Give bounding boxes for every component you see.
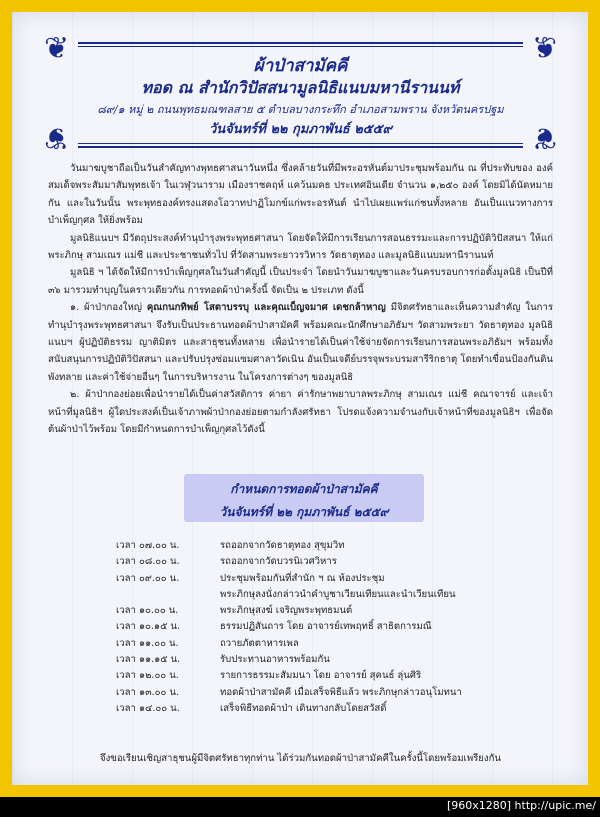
paragraph-3: มูลนิธิ ฯ ได้จัดให้มีการบำเพ็ญกุศลในวันสำคัญนี้ เป็นประจำ โดยนำวันมาฆบูชาและวันครบรอบการก่อตั้งมูลนิธิ เป็นปีที่ ๓๖ มารวมทำบุญในคราวเดียวกัน การทอดผ้าป่าครั้งนี้ จัดเป็น ๒ ประเภท ดังนี้ xyxy=(48,267,553,296)
schedule-row xyxy=(116,701,536,717)
paragraph-5: ๒. ผ้าป่ากองย่อยเพื่อนำรายได้เป็นค่าสวัสดิการ ค่ายา ค่ารักษาพยาบาลพระภิกษุ สามเณร แม่ชี คณาจารย์ และเจ้าหน้าที่มูลนิธิฯ ผู้ใดประสงค์เป็นเจ้าภาพผ้าป่ากองย่อยตามกำลังศรัทธา โปรดแจ้งความจำนงกับเจ้าหน้าที่ของมูลนิธิฯ เพื่อจัดต้นผ้าป่าไว้พร้อม โดยมีกำหนดการบำเพ็ญกุศลไว้ดังนี้ xyxy=(48,389,553,436)
paragraph-2: มูลนิธิแนบฯ มีวัตถุประสงค์ทำนุบำรุงพระพุทธศาสนา โดยจัดให้มีการเรียนการสอนธรรมะและการปฏิบัติวิปัสสนา ให้แก่ พระภิกษุ สามเณร แม่ชี และประชาชนทั่วไป ที่วัดสามพระยาวรวิหาร วัดธาตุทอง และมูลนิธิแนบมหานีรานนท์ xyxy=(48,232,553,262)
schedule-row xyxy=(116,587,536,603)
schedule-row xyxy=(116,636,536,652)
schedule-event: ทอดผ้าป่าสามัคคี เมื่อเสร็จพิธีแล้ว พระภิกษุกล่าวอนุโมทนา xyxy=(220,686,462,698)
schedule-event: พระภิกษุลงนั่งกล่าวนำคำบูชาเวียนเทียนและนำเวียนเทียน xyxy=(220,588,456,600)
schedule-row xyxy=(116,668,536,684)
watermark: [960x1280] http://upic.me/ xyxy=(446,799,596,812)
flourish-icon: ❦ xyxy=(44,31,70,66)
schedule-row xyxy=(116,619,536,635)
paragraph-4 xyxy=(48,299,553,386)
schedule-time xyxy=(116,587,220,603)
schedule-row xyxy=(116,571,536,587)
schedule-event: ถวายภัตตาหารเพล xyxy=(220,637,299,649)
schedule-heading-box xyxy=(184,474,424,522)
host-names: คุณกนกทิพย์ โสตาบรรบุ และคุณเบ็ญจมาศ เดชกล้าหาญ xyxy=(146,302,386,314)
schedule-row xyxy=(116,603,536,619)
schedule-event: ธรรมปฏิสันถาร โดย อาจารย์เทพฤทธิ์ สาธิตการมณี xyxy=(220,621,432,633)
address-line: ๘๙/๑ หมู่ ๒ ถนนพุทธมณฑลสาย ๕ ตำบลบางกระทึก อำเภอสามพราน จังหวัดนครปฐม xyxy=(97,103,504,116)
schedule-row xyxy=(116,554,536,570)
schedule-event: รายการธรรมะสัมมนา โดย อาจารย์ สุคนธ์ ลุ่นศิริ xyxy=(220,670,422,682)
document-subtitle: ทอด ณ สำนักวิปัสสนามูลนิธิแนบมหานีรานนท์ xyxy=(141,78,460,97)
schedule-time: เวลา ๑๔.๐๐ น. xyxy=(116,702,180,714)
closing-invitation: จึงขอเรียนเชิญสาธุชนผู้มีจิตศรัทธาทุกท่าน ได้ร่วมกันทอดผ้าป่าสามัคคีในครั้งนี้โดยพร้อมเพรียงกัน xyxy=(100,753,501,764)
schedule-time: เวลา ๑๐.๑๕ น. xyxy=(116,621,180,633)
paragraph-4-rest: มีจิตศรัทธาและเห็นความสำคัญ ในการทำนุบำรุงพระพุทธศาสนา จึงรับเป็นประธานทอดผ้าป่าสามัคคี พร้อมคณะนักศึกษาอภิธัมฯ วัดสามพระยา วัดธาตุทอง มูลนิธิแนบฯ ผู้ปฏิบัติธรรม ญาติมิตร และสาธุชนทั้งหลาย เพื่อนำรายได้เป็นค่าใช้จ่ายจัดการเรียนการสอนพระอภิธัมฯ พร้อมทั้ง สนับสนุนการปฏิบัติวิปัสสนา และปรับปรุงซ่อมแซมศาลาวัดเนิน อันเป็นเจดีย์บรรจุพระบรมสารีริกธาตุ โดยทำเขื่อนป้องกันดินพังทลาย และค่าใช้จ่ายอื่นๆ ในการบริหารงาน ในโครงการต่างๆ ของมูลนิธิ xyxy=(48,302,553,383)
schedule-event: เสร็จพิธีทอดผ้าป่า เดินทางกลับโดยสวัสดิ์ xyxy=(220,702,387,714)
schedule-event: ประชุมพร้อมกันที่สำนัก ฯ ณ ห้องประชุม xyxy=(220,572,385,584)
schedule-row xyxy=(116,538,536,554)
paragraph-1: วันมาฆบูชาถือเป็นวันสำคัญทางพุทธศาสนาวันหนึ่ง ซึ่งคล้ายวันที่มีพระอรหันต์มาประชุมพร้อมกัน ณ ที่ประทับของ องค์สมเด็จพระสัมมาสัมพุทธเจ้า ในเวฬุวนาราม เมืองราชคฤห์ แคว้นมคธ ประเทศอินเดีย จำนวน ๑,๒๕๐ องค์ โดยมิได้นัดหมายกัน และในวันนั้น พระพุทธองค์ทรงแสดงโอวาทปาฏิโมกข์แก่พระอรหันต์ นำไปเผยแพร่แก่ชนทั้งหลาย อันเป็นแนวทางการบำเพ็ญกุศล ให้ยิ่งพร้อม xyxy=(48,163,553,227)
flourish-icon: ❦ xyxy=(531,120,557,155)
schedule-list xyxy=(116,538,536,717)
schedule-event: รถออกจากวัดบวรนิเวศวิหาร xyxy=(220,556,337,568)
paragraph-4-lead: ๑. ผ้าป่ากองใหญ่ xyxy=(70,302,147,314)
schedule-time: เวลา ๑๑.๑๕ น. xyxy=(116,654,181,666)
schedule-time: เวลา ๐๗.๐๐ น. xyxy=(116,540,180,551)
schedule-time: เวลา ๐๙.๐๐ น. xyxy=(116,572,180,584)
schedule-title: กำหนดการทอดผ้าป่าสามัคคี xyxy=(230,482,378,496)
document-title: ผ้าป่าสามัคคี xyxy=(253,56,348,76)
document-body xyxy=(48,160,553,439)
flourish-icon: ❦ xyxy=(44,120,70,155)
schedule-time: เวลา ๑๑.๐๐ น. xyxy=(116,637,179,649)
schedule-event: พระภิกษุสงฆ์ เจริญพระพุทธมนต์ xyxy=(220,605,353,617)
schedule-row xyxy=(116,652,536,668)
schedule-event: รถออกจากวัดธาตุทอง สุขุมวิท xyxy=(220,540,345,551)
schedule-time: เวลา ๑๒.๐๐ น. xyxy=(116,670,179,682)
schedule-time: เวลา ๑๐.๐๐ น. xyxy=(116,605,179,617)
schedule-row xyxy=(116,685,536,701)
header-banner xyxy=(44,31,557,155)
event-date: วันจันทร์ที่ ๒๒ กุมภาพันธ์ ๒๕๕๙ xyxy=(209,122,392,137)
flourish-icon: ❦ xyxy=(531,31,557,66)
banner-top-rule xyxy=(78,42,523,47)
schedule-event: รับประทานอาหารพร้อมกัน xyxy=(220,654,330,666)
banner-bottom-rule xyxy=(78,143,523,148)
schedule-time: เวลา ๐๘.๐๐ น. xyxy=(116,556,180,568)
schedule-date: วันจันทร์ที่ ๒๒ กุมภาพันธ์ ๒๕๕๙ xyxy=(219,505,389,519)
schedule-time: เวลา ๑๓.๐๐ น. xyxy=(116,686,180,698)
